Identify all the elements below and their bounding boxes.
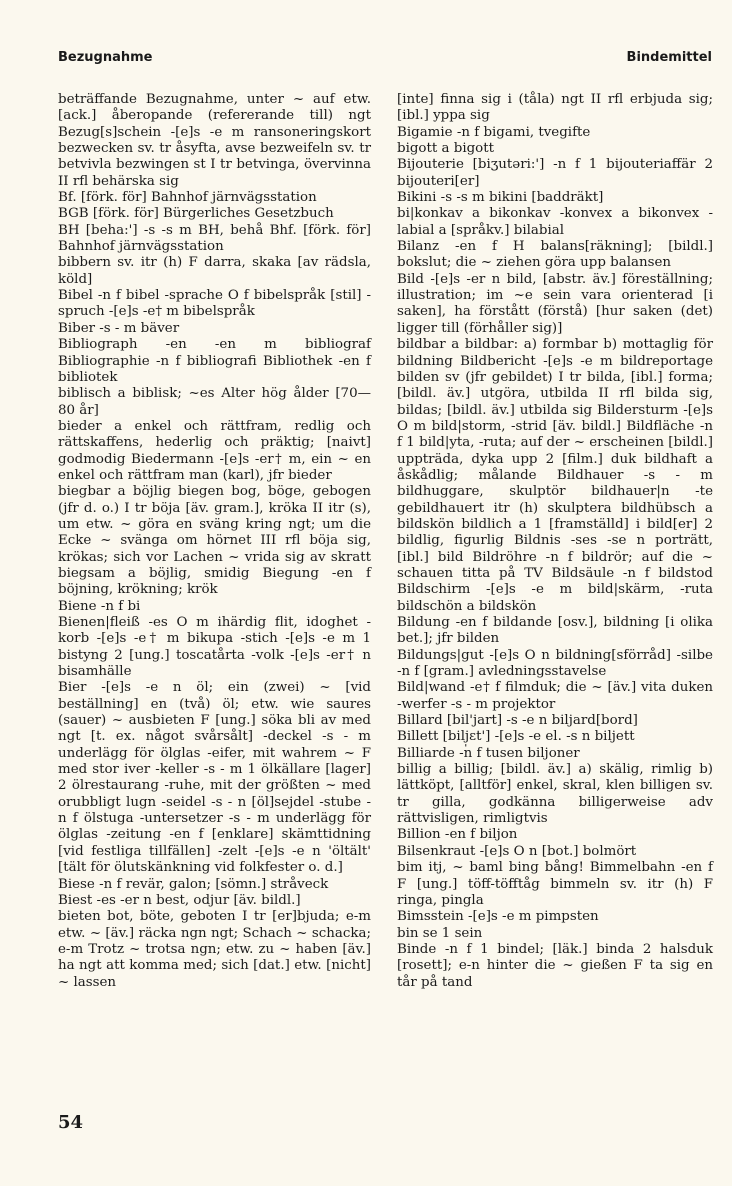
dictionary-entry: Bijouterie [biʒutəri:'] -n f 1 bijouteriaffär 2 bijouteri[er]	[397, 157, 713, 189]
dictionary-entry: Bf. [förk. för] Bahnhof järnvägsstation	[58, 190, 317, 206]
dictionary-entry: Biene -n f bi	[58, 598, 141, 614]
dictionary-entry: BGB [förk. för] Bürgerliches Gesetzbuch	[58, 206, 334, 222]
dictionary-entry: bigott a bigott	[397, 141, 494, 157]
left-guideword: Bezugnahme	[58, 50, 153, 65]
dictionary-entry: Biest -es -er n best, odjur [äv. bildl.]	[58, 892, 301, 908]
dictionary-entry: bieten bot, böte, geboten I tr [er]bjuda; e-m etw. ~ [äv.] räcka ngn ngt; Schach ~ schacka; e-m Trotz ~ trotsa ngn; etw. zu ~ haben [äv.] ha ngt att komma med; sich [dat.] etw. [nicht] ~ lassen	[58, 909, 371, 990]
dictionary-entry: beträffande Bezugnahme, unter ~ auf etw. [ack.] åberopande (refererande till) ngt Bezug[s]schein -[e]s -e m ransoneringskort bezwecken sv. tr åsyfta, avse bezweifeln sv. tr betvivla bezwingen st I tr betvinga, övervinna II rfl behärska sig	[58, 92, 371, 189]
dictionary-entry: billig a billig; [bildl. äv.] a) skälig, rimlig b) lättköpt, [alltför] enkel, skral, klen billigen sv. tr gilla, godkänna billigerweise adv rättvisligen, rimligtvis	[397, 762, 713, 827]
dictionary-entry: Billion -en f biljon	[397, 827, 518, 843]
dictionary-entry: Billard [bil'jart] -s -e n biljard[bord]	[397, 713, 638, 729]
dictionary-entry: Bilanz -en f H balans[räkning]; [bildl.] bokslut; die ~ ziehen göra upp balansen	[397, 239, 713, 271]
dictionary-entry: biegbar a böjlig biegen bog, böge, gebogen (jfr d. o.) I tr böja [äv. gram.], kröka II itr (s), um etw. ~ göra en sväng kring ngt; um die Ecke ~ svänga om hörnet III rfl böja sig, krökas; sich vor Lachen ~ vrida sig av skratt biegsam a böjlig, smidig Biegung -en f böjning, krökning; krök	[58, 484, 371, 598]
dictionary-entry: bieder a enkel och rättfram, redlig och rättskaffens, hederlig och präktig; [naivt] godmodig Biedermann -[e]s -er† m, ein ~ en enkel och rättfram man (karl), jfr bieder	[58, 418, 371, 483]
dictionary-entry: bin se 1 sein	[397, 925, 483, 941]
dictionary-entry: Bild|wand -e† f filmduk; die ~ [äv.] vita duken -werfer -s - m projektor	[397, 680, 713, 712]
left-column	[58, 92, 371, 991]
right-guideword: Bindemittel	[626, 50, 712, 65]
dictionary-entry: Biese -n f revär, galon; [sömn.] stråveck	[58, 876, 329, 892]
dictionary-entry: Bier -[e]s -e n öl; ein (zwei) ~ [vid beställning] en (två) öl; etw. wie saures (sauer) ~ ausbieten F [ung.] söka bli av med ngt [t. ex. något svårsålt] -deckel -s - m underlägg för ölglas -eifer, mit wahrem ~ F med stor iver -keller -s - m 1 ölkällare [lager] 2 ölrestaurang -ruhe, mit der größten ~ med orubbligt lugn -seidel -s - n [öl]sejdel -stube -n f ölstuga -untersetzer -s - m underlägg för ölglas -zeitung -en f [enklare] skämttidning [vid festliga tillfällen] -zelt -[e]s -e n 'öltält' [tält för ölutskänkning vid folkfester o. d.]	[58, 680, 371, 876]
dictionary-entry: Bildung -en f bildande [osv.], bildning [i olika bet.]; jfr bilden	[397, 615, 713, 647]
dictionary-entry: bildbar a bildbar: a) formbar b) mottaglig för bildning Bildbericht -[e]s -e m bildreportage bilden sv (jfr gebildet) I tr bilda, [ibl.] forma; [bildl. äv.] utgöra, utbilda II rfl bilda sig, bildas; [bildl. äv.] utbilda sig Bildersturm -[e]s O m bild|storm, -strid [äv. bildl.] Bildfläche -n f 1 bild|yta, -ruta; auf der ~ erscheinen [bildl.] uppträda, dyka upp 2 [film.] duk bildhaft a åskådlig; målande Bildhauer -s - m bildhuggare, skulptör bildhauer|n -te gebildhauert itr (h) skulptera bildhübsch a bildskön bildlich a 1 [framställd] i bild[er] 2 bildlig, figurlig Bildnis -ses -se n porträtt, [ibl.] bild Bildröhre -n f bildrör; auf die ~ schauen titta på TV Bildsäule -n f bildstod Bildschirm -[e]s -e m bild|skärm, -ruta bildschön a bildskön	[397, 337, 713, 614]
dictionary-entry: Billett [bilj̩ɛt'] -[e]s -e el. -s n biljett	[397, 729, 635, 745]
dictionary-entry: [inte] finna sig i (tåla) ngt II rfl erbjuda sig; [ibl.] yppa sig	[397, 92, 713, 124]
dictionary-entry: Bilsenkraut -[e]s O n [bot.] bolmört	[397, 843, 637, 859]
dictionary-entry: Bikini -s -s m bikini [baddräkt]	[397, 190, 604, 206]
dictionary-entry: Bibliograph -en -en m bibliograf Bibliographie -n f bibliografi Bibliothek -en f bibliotek	[58, 337, 371, 385]
dictionary-entry: biblisch a biblisk; ~es Alter hög ålder [70—80 år]	[58, 386, 371, 418]
dictionary-entry: bi|konkav a bikonkav -konvex a bikonvex -labial a [språkv.] bilabial	[397, 206, 713, 238]
dictionary-entry: Bigamie -n f bigami, tvegifte	[397, 124, 591, 140]
dictionary-entry: BH [beha:'] -s -s m BH, behå Bhf. [förk. för] Bahnhof järnvägsstation	[58, 222, 371, 255]
dictionary-entry: Binde -n f 1 bindel; [läk.] binda 2 halsduk [rosett]; e-n hinter die ~ gießen F ta sig en tår på tand	[397, 941, 713, 990]
dictionary-entry: bibbern sv. itr (h) F darra, skaka [av rädsla, köld]	[58, 255, 371, 287]
dictionary-entry: Biber -s - m bäver	[58, 320, 180, 336]
dictionary-entry: Billiarde -n f tusen biljoner	[397, 745, 580, 761]
running-header	[58, 50, 712, 70]
right-column	[397, 92, 713, 991]
page-number: 54	[58, 1112, 84, 1133]
dictionary-entry: Bild -[e]s -er n bild, [abstr. äv.] föreställning; illustration; im ~e sein vara orienterad [i saken], ha förstått (förstå) [hur saken (det) ligger till (förhåller sig)]	[397, 271, 713, 336]
dictionary-entry: Bimsstein -[e]s -e m pimpsten	[397, 909, 599, 925]
dictionary-entry: bim itj, ~ baml bing bång! Bimmelbahn -en f F [ung.] töff-töfftåg bimmeln sv. itr (h) F ringa, pingla	[397, 860, 713, 908]
dictionary-entry: Bildungs|gut -[e]s O n bildning[sförråd] -silbe -n f [gram.] avledningsstavelse	[397, 647, 713, 680]
dictionary-entry: Bibel -n f bibel -sprache O f bibelspråk [stil] -spruch -[e]s -e† m bibelspråk	[58, 288, 371, 320]
dictionary-entry: Bienen|fleiß -es O m ihärdig flit, idoghet -korb -[e]s -e† m bikupa -stich -[e]s -e m 1 bistyng 2 [ung.] toscatårta -volk -[e]s -er† n bisamhälle	[58, 615, 371, 680]
